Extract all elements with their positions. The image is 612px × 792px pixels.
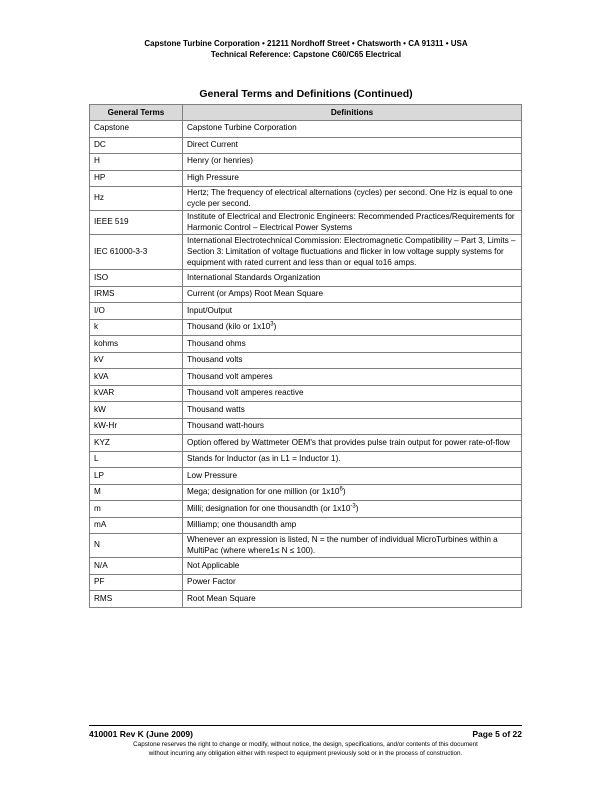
- term-cell: IRMS: [90, 286, 183, 303]
- definition-cell: International Electrotechnical Commission: Electromagnetic Compatibility – Part 3, Limits – Section 3: Limitation of voltage fluctuations and flicker in low voltage supply systems for equipment with rated current and less than or equal to16 amps.: [183, 235, 522, 270]
- definition-cell: Milliamp; one thousandth amp: [183, 517, 522, 534]
- table-row: [90, 435, 522, 452]
- table-row: [90, 418, 522, 435]
- definition-cell: Power Factor: [183, 574, 522, 591]
- definition-text-end: ): [342, 487, 346, 497]
- page-header: [0, 38, 612, 60]
- term-cell: kW-Hr: [90, 418, 183, 435]
- table-row: [90, 369, 522, 386]
- table-row: [90, 187, 522, 211]
- footer-page-number: Page 5 of 22: [472, 729, 522, 739]
- table-row: [90, 402, 522, 419]
- table-body: [90, 121, 522, 608]
- definition-cell: Current (or Amps) Root Mean Square: [183, 286, 522, 303]
- definition-cell: [183, 484, 522, 501]
- table-row: [90, 211, 522, 235]
- footer-disclaimer-line1: Capstone reserves the right to change or modify, without notice, the design, specifications, and/or contents of this document: [133, 741, 478, 748]
- table-row: [90, 235, 522, 270]
- definition-cell: Direct Current: [183, 137, 522, 154]
- table-header-row: [90, 105, 522, 121]
- term-cell: k: [90, 319, 183, 336]
- col-header-terms: General Terms: [90, 105, 183, 121]
- term-cell: RMS: [90, 591, 183, 608]
- definition-cell: Whenever an expression is listed, N = the number of individual MicroTurbines within a MultiPac (where where1≤ N ≤ 100).: [183, 534, 522, 558]
- table-row: [90, 484, 522, 501]
- term-cell: M: [90, 484, 183, 501]
- table-row: [90, 319, 522, 336]
- definition-text: Thousand (kilo or 1x10: [187, 322, 271, 332]
- table-row: [90, 468, 522, 485]
- term-cell: Capstone: [90, 121, 183, 138]
- definition-cell: [183, 319, 522, 336]
- definition-cell: Low Pressure: [183, 468, 522, 485]
- definition-cell: Option offered by Wattmeter OEM's that provides pulse train output for power rate-of-flow: [183, 435, 522, 452]
- term-cell: LP: [90, 468, 183, 485]
- definition-cell: Hertz; The frequency of electrical alternations (cycles) per second. One Hz is equal to one cycle per second.: [183, 187, 522, 211]
- term-cell: IEC 61000-3-3: [90, 235, 183, 270]
- definition-cell: [183, 501, 522, 518]
- table-row: [90, 558, 522, 575]
- definition-cell: High Pressure: [183, 170, 522, 187]
- definition-cell: Thousand volt amperes reactive: [183, 385, 522, 402]
- definition-cell: Not Applicable: [183, 558, 522, 575]
- header-reference-line: Technical Reference: Capstone C60/C65 Electrical: [210, 50, 402, 59]
- table-row: [90, 170, 522, 187]
- definition-cell: Thousand watt-hours: [183, 418, 522, 435]
- table-row: [90, 303, 522, 320]
- definition-cell: Root Mean Square: [183, 591, 522, 608]
- table-row: [90, 451, 522, 468]
- definition-text-end: ): [355, 503, 359, 513]
- table-row: [90, 385, 522, 402]
- table-row: [90, 534, 522, 558]
- term-cell: HP: [90, 170, 183, 187]
- term-cell: L: [90, 451, 183, 468]
- table-row: [90, 270, 522, 287]
- term-cell: N: [90, 534, 183, 558]
- table-row: [90, 137, 522, 154]
- table-row: [90, 121, 522, 138]
- term-cell: H: [90, 154, 183, 171]
- footer-rule: [89, 725, 522, 726]
- footer-disclaimer: [89, 741, 522, 758]
- definition-cell: Thousand ohms: [183, 336, 522, 353]
- definition-cell: Henry (or henries): [183, 154, 522, 171]
- definition-cell: Capstone Turbine Corporation: [183, 121, 522, 138]
- definition-cell: Thousand volt amperes: [183, 369, 522, 386]
- table-row: [90, 154, 522, 171]
- footer-disclaimer-line2: without incurring any obligation either with respect to equipment previously sold or in the process of construction.: [148, 749, 463, 757]
- term-cell: PF: [90, 574, 183, 591]
- term-cell: ISO: [90, 270, 183, 287]
- term-cell: Hz: [90, 187, 183, 211]
- term-cell: I/O: [90, 303, 183, 320]
- definition-cell: International Standards Organization: [183, 270, 522, 287]
- definition-cell: Thousand volts: [183, 352, 522, 369]
- term-cell: kVA: [90, 369, 183, 386]
- definition-text: Mega; designation for one million (or 1x10: [187, 487, 340, 497]
- term-cell: m: [90, 501, 183, 518]
- exponent: -3: [350, 502, 356, 509]
- table-row: [90, 517, 522, 534]
- term-cell: kohms: [90, 336, 183, 353]
- exponent: 3: [270, 321, 274, 328]
- table-row: [90, 591, 522, 608]
- definition-cell: Thousand watts: [183, 402, 522, 419]
- term-cell: IEEE 519: [90, 211, 183, 235]
- table-row: [90, 352, 522, 369]
- term-cell: kV: [90, 352, 183, 369]
- header-company-line: Capstone Turbine Corporation • 21211 Nordhoff Street • Chatsworth • CA 91311 • USA: [144, 39, 468, 48]
- table-row: [90, 336, 522, 353]
- definition-cell: Stands for Inductor (as in L1 = Inductor 1).: [183, 451, 522, 468]
- term-cell: N/A: [90, 558, 183, 575]
- table-row: [90, 286, 522, 303]
- term-cell: mA: [90, 517, 183, 534]
- term-cell: KYZ: [90, 435, 183, 452]
- definition-cell: Institute of Electrical and Electronic Engineers: Recommended Practices/Requirements for Harmonic Control – Electrical Power Systems: [183, 211, 522, 235]
- definition-text-end: ): [273, 322, 277, 332]
- table-row: [90, 574, 522, 591]
- term-cell: DC: [90, 137, 183, 154]
- section-title: General Terms and Definitions (Continued): [199, 88, 413, 100]
- col-header-definitions: Definitions: [183, 105, 522, 121]
- term-cell: kVAR: [90, 385, 183, 402]
- term-cell: kW: [90, 402, 183, 419]
- footer-doc-id: 410001 Rev K (June 2009): [89, 729, 193, 739]
- definition-cell: Input/Output: [183, 303, 522, 320]
- definition-text: Milli; designation for one thousandth (or 1x10: [187, 503, 351, 513]
- table-row: [90, 501, 522, 518]
- exponent: 6: [339, 486, 343, 493]
- terms-table: [89, 104, 522, 608]
